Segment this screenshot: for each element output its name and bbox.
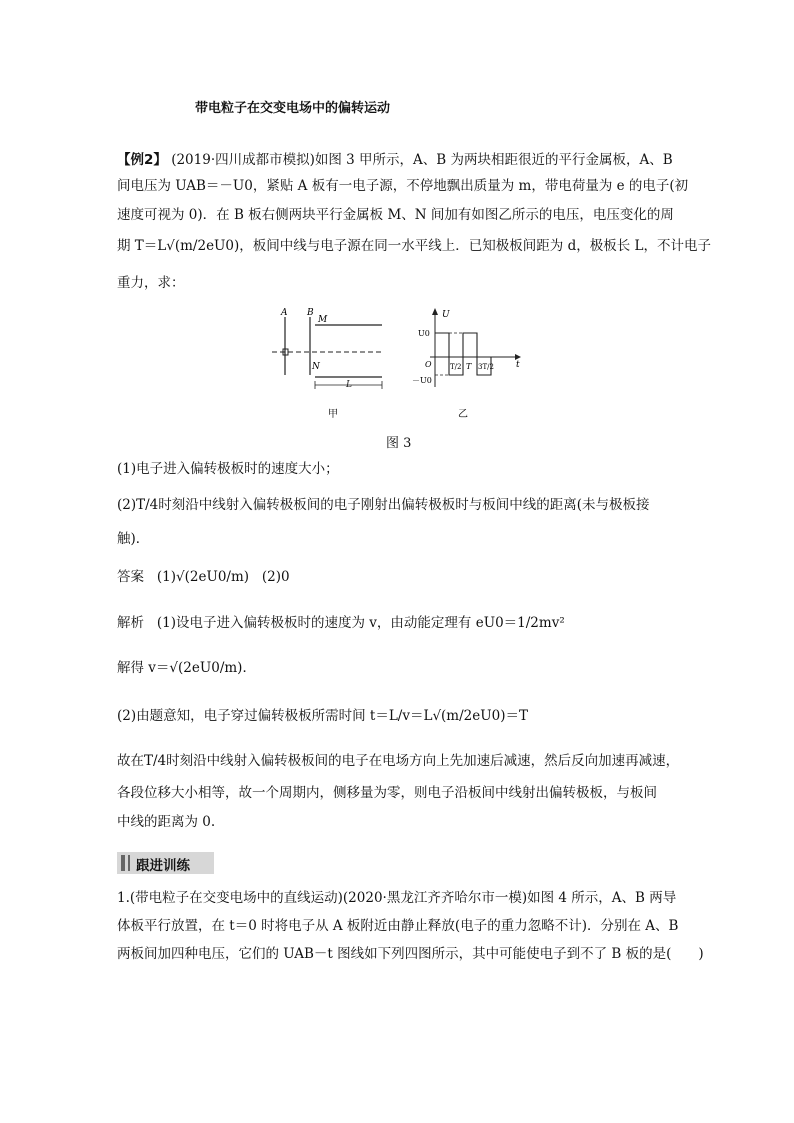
- answer-part-1: (1)√(2eU0/m): [156, 569, 250, 585]
- exercise-line-1: 1.(带电粒子在交变电场中的直线运动)(2020·黑龙江齐齐哈尔市一模)如图 4 所示，A、B 两导: [117, 890, 677, 906]
- label-o: O: [425, 360, 432, 369]
- analysis-line-4: 故在T/4时刻沿中线射入偏转极板间的电子在电场方向上先加速后减速，然后反向加速再减速，: [117, 753, 680, 769]
- analysis-label: 解析: [117, 615, 144, 631]
- label-l: L: [346, 380, 352, 390]
- analysis-line-5: 各段位移大小相等，故一个周期内，侧移量为零，则电子沿板间中线射出偏转极板，与板间: [117, 785, 657, 801]
- answer-label: 答案: [117, 569, 144, 585]
- section-title: 跟进训练: [136, 858, 190, 874]
- example-line-1: [117, 150, 673, 170]
- analysis-line-1: [117, 613, 565, 633]
- label-three-half-t: 3T/2: [478, 363, 494, 371]
- question-1: (1)电子进入偏转极板时的速度大小；: [117, 461, 339, 477]
- label-neg-u0: －U0: [412, 376, 432, 385]
- label-half-t: T/2: [450, 363, 462, 371]
- label-b: B: [307, 308, 314, 318]
- analysis-line-6: 中线的距离为 0.: [117, 814, 216, 830]
- question-2-cont: 触)．: [117, 531, 150, 547]
- section-mark-thin: [128, 855, 130, 871]
- figure-left-plates: [272, 317, 382, 389]
- analysis-line-2: 解得 v＝√(2eU0/m)．: [117, 660, 256, 676]
- analysis-line-3: (2)由题意知，电子穿过偏转极板所需时间 t＝L/v＝L√(m/2eU0)＝T: [117, 708, 528, 724]
- exercise-line-2: 体板平行放置，在 t＝0 时将电子从 A 板附近由静止释放(电子的重力忽略不计)．分别在 A、B: [117, 918, 679, 934]
- example-label: 【例2】: [117, 152, 167, 168]
- section-bar: [117, 852, 214, 874]
- label-n: N: [312, 362, 320, 372]
- figure-right-name: 乙: [458, 409, 468, 420]
- example-text: (2019·四川成都市模拟)如图 3 甲所示，A、B 为两块相距很近的平行金属板，A、B: [171, 152, 673, 168]
- example-line-4: 期 T＝L√(m/2eU0)，板间中线与电子源在同一水平线上．已知极板间距为 d，极板长 L，不计电子: [117, 238, 711, 254]
- question-2: (2)T/4时刻沿中线射入偏转极板间的电子刚射出偏转极板时与板间中线的距离(未与极板接: [117, 497, 650, 513]
- figure-left-name: 甲: [328, 409, 338, 420]
- analysis-text-1: (1)设电子进入偏转极板时的速度为 v，由动能定理有 eU0＝1/2mv²: [156, 615, 565, 631]
- label-u: U: [442, 310, 450, 320]
- section-heading: 带电粒子在交变电场中的偏转运动: [195, 101, 391, 116]
- answer-part-2: (2)0: [261, 569, 290, 585]
- label-t-axis: t: [516, 360, 520, 370]
- figure-caption: 图 3: [386, 436, 412, 451]
- figure-3: [270, 305, 540, 425]
- label-a: A: [281, 308, 288, 318]
- example-line-2: 间电压为 UAB＝－U0，紧贴 A 板有一电子源，不停地飘出质量为 m，带电荷量为 e 的电子(初: [117, 178, 689, 194]
- answer-line: [117, 567, 290, 587]
- example-line-3: 速度可视为 0)．在 B 板右侧两块平行金属板 M、N 间加有如图乙所示的电压，电压变化的周: [117, 207, 674, 223]
- exercise-line-3: 两板间加四种电压，它们的 UAB－t 图线如下列四图所示，其中可能使电子到不了 B 板的是( ): [117, 946, 704, 962]
- label-t: T: [466, 362, 472, 371]
- example-line-5: 重力，求：: [117, 275, 185, 291]
- section-mark: [121, 855, 125, 871]
- label-m: M: [318, 315, 328, 325]
- label-u0: U0: [418, 329, 430, 338]
